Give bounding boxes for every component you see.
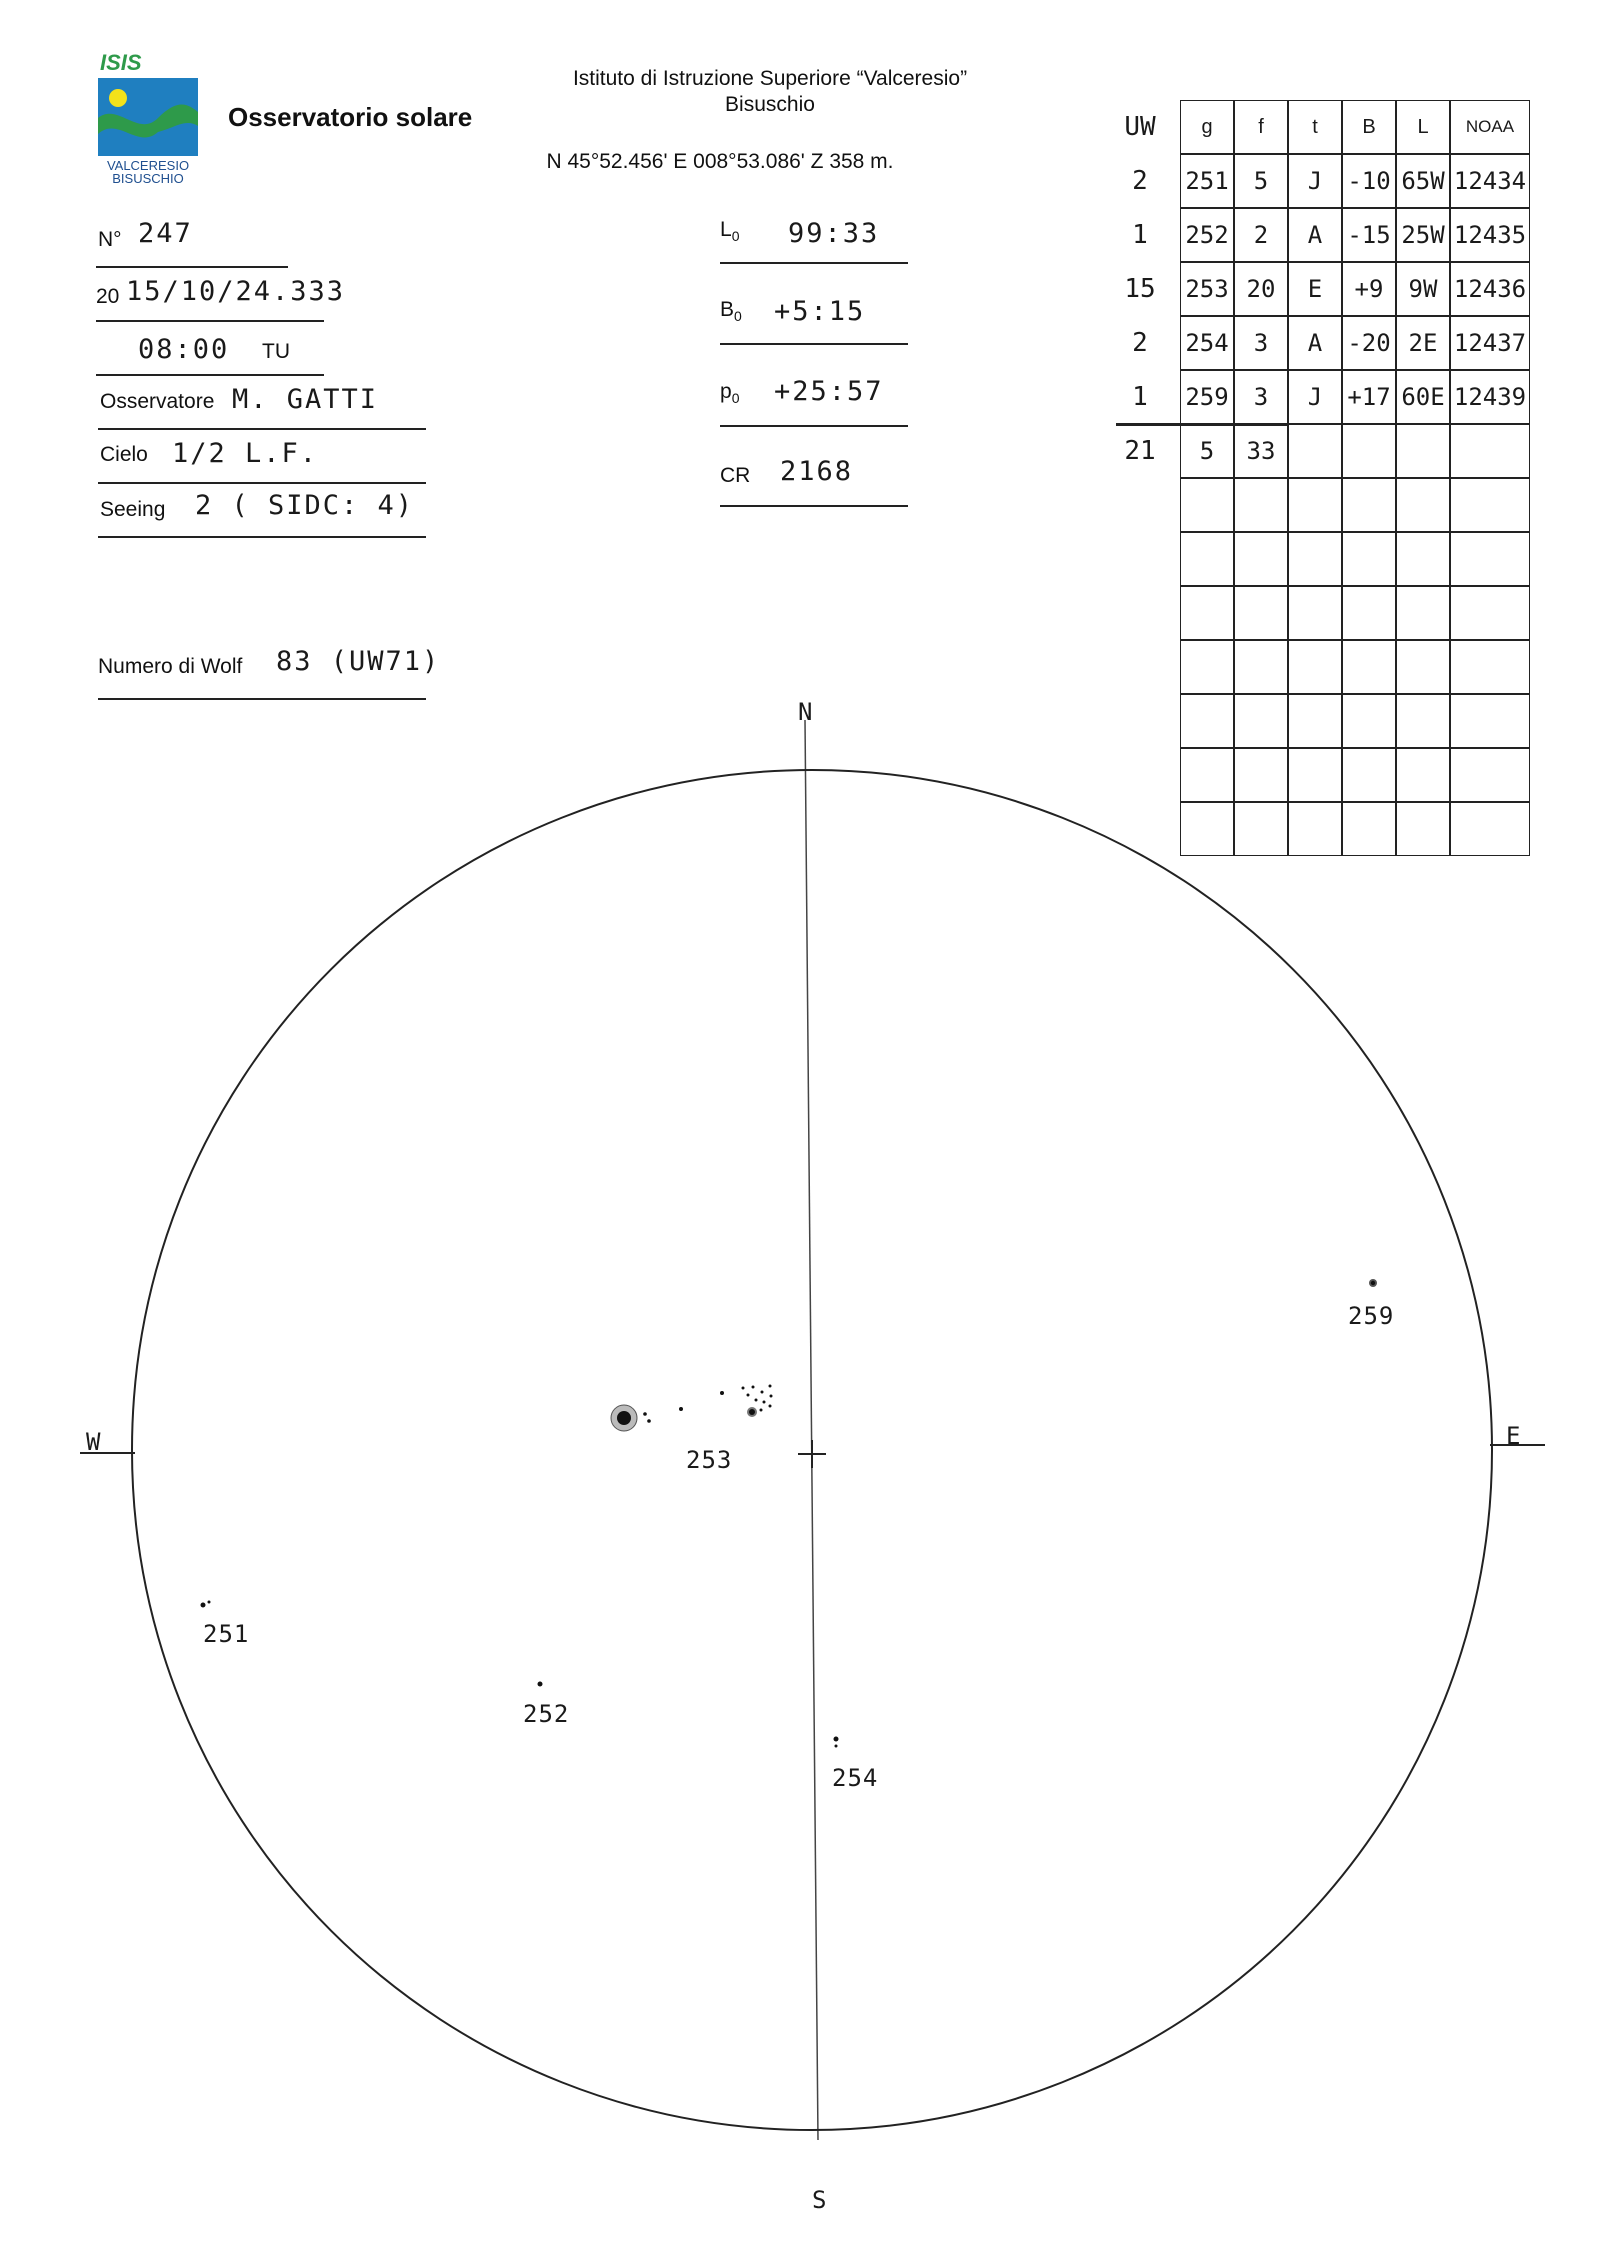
sunspot-group-253 xyxy=(611,1385,773,1432)
group-label-252: 252 xyxy=(523,1700,570,1728)
table-cell: 12436 xyxy=(1450,262,1530,316)
b0-label: $B_0$ xyxy=(720,298,742,325)
header-noaa: NOAA xyxy=(1450,100,1530,154)
header-t: t xyxy=(1288,100,1342,154)
observation-number: 247 xyxy=(138,218,193,249)
l0-label: $L_0$ xyxy=(720,218,740,245)
table-cell: 3 xyxy=(1234,370,1288,424)
west-label: W xyxy=(86,1428,101,1456)
row-uw: 2 xyxy=(1132,328,1148,358)
header-uw: UW xyxy=(1124,112,1156,142)
sky-condition: 1/2 L.F. xyxy=(172,438,319,469)
sunspot-group-252 xyxy=(538,1682,543,1687)
table-cell: 254 xyxy=(1180,316,1234,370)
row-uw: 2 xyxy=(1132,166,1148,196)
group-label-253: 253 xyxy=(686,1446,733,1474)
table-cell: 65W xyxy=(1396,154,1450,208)
row-uw: 1 xyxy=(1132,382,1148,412)
total-spots: 33 xyxy=(1234,424,1288,478)
row-uw: 15 xyxy=(1124,274,1156,304)
table-cell: 253 xyxy=(1180,262,1234,316)
group-label-254: 254 xyxy=(832,1764,879,1792)
total-groups: 5 xyxy=(1180,424,1234,478)
logo-acronym: ISIS xyxy=(100,52,142,75)
table-cell: 25W xyxy=(1396,208,1450,262)
group-label-259: 259 xyxy=(1348,1302,1395,1330)
header-f: f xyxy=(1234,100,1288,154)
time-unit: TU xyxy=(262,340,290,363)
institute-town: Bisuschio xyxy=(725,93,815,116)
b0-value: +5:15 xyxy=(774,296,866,327)
table-cell: -10 xyxy=(1342,154,1396,208)
table-cell: 2E xyxy=(1396,316,1450,370)
table-cell: 9W xyxy=(1396,262,1450,316)
table-cell: A xyxy=(1288,316,1342,370)
cr-label: CR xyxy=(720,464,751,487)
table-cell: 12434 xyxy=(1450,154,1530,208)
total-uw: 21 xyxy=(1124,436,1156,466)
table-cell: +9 xyxy=(1342,262,1396,316)
table-cell: 60E xyxy=(1396,370,1450,424)
wolf-number: 83 (UW71) xyxy=(276,646,441,677)
group-label-251: 251 xyxy=(203,1620,250,1648)
table-cell: 12437 xyxy=(1450,316,1530,370)
wolf-label: Numero di Wolf xyxy=(98,655,243,678)
observation-time: 08:00 xyxy=(138,334,230,365)
seeing-value: 2 ( SIDC: 4) xyxy=(195,490,415,521)
carrington-rotation: 2168 xyxy=(780,456,854,487)
table-cell: 3 xyxy=(1234,316,1288,370)
observation-date: 15/10/24.333 xyxy=(126,276,346,307)
sunspot-group-259 xyxy=(1369,1279,1377,1287)
table-cell: 12435 xyxy=(1450,208,1530,262)
sunspot-group-254 xyxy=(834,1737,839,1748)
observer-label: Osservatore xyxy=(100,390,215,413)
p0-label: $p_0$ xyxy=(720,380,740,407)
observatory-title: Osservatorio solare xyxy=(228,102,473,132)
observer-name: M. GATTI xyxy=(232,384,379,415)
table-cell: 12439 xyxy=(1450,370,1530,424)
north-label: N xyxy=(798,698,813,726)
table-cell: 251 xyxy=(1180,154,1234,208)
table-cell: 2 xyxy=(1234,208,1288,262)
header-b: B xyxy=(1342,100,1396,154)
table-cell: -20 xyxy=(1342,316,1396,370)
number-label: N° xyxy=(98,228,122,251)
date-prefix: 20 xyxy=(96,285,120,308)
table-cell: J xyxy=(1288,370,1342,424)
table-cell: A xyxy=(1288,208,1342,262)
table-cell: 259 xyxy=(1180,370,1234,424)
header-g: g xyxy=(1180,100,1234,154)
east-label: E xyxy=(1506,1422,1521,1450)
sunspot-group-251 xyxy=(201,1601,211,1608)
site-coordinates: N 45°52.456' E 008°53.086' Z 358 m. xyxy=(546,150,894,173)
logo-line1: VALCERESIO xyxy=(106,158,190,173)
table-cell: 20 xyxy=(1234,262,1288,316)
l0-value: 99:33 xyxy=(788,218,880,249)
header-l: L xyxy=(1396,100,1450,154)
row-uw: 1 xyxy=(1132,220,1148,250)
table-cell: J xyxy=(1288,154,1342,208)
ns-axis xyxy=(805,720,818,2140)
table-cell: E xyxy=(1288,262,1342,316)
institute-name: Istituto di Istruzione Superiore “Valceresio” xyxy=(572,67,968,90)
south-label: S xyxy=(812,2186,827,2214)
table-cell: -15 xyxy=(1342,208,1396,262)
table-cell: 5 xyxy=(1234,154,1288,208)
table-cell: 252 xyxy=(1180,208,1234,262)
seeing-label: Seeing xyxy=(100,498,166,521)
logo-line2: BISUSCHIO xyxy=(112,171,184,186)
table-cell: +17 xyxy=(1342,370,1396,424)
p0-value: +25:57 xyxy=(774,376,884,407)
sky-label: Cielo xyxy=(100,443,148,466)
